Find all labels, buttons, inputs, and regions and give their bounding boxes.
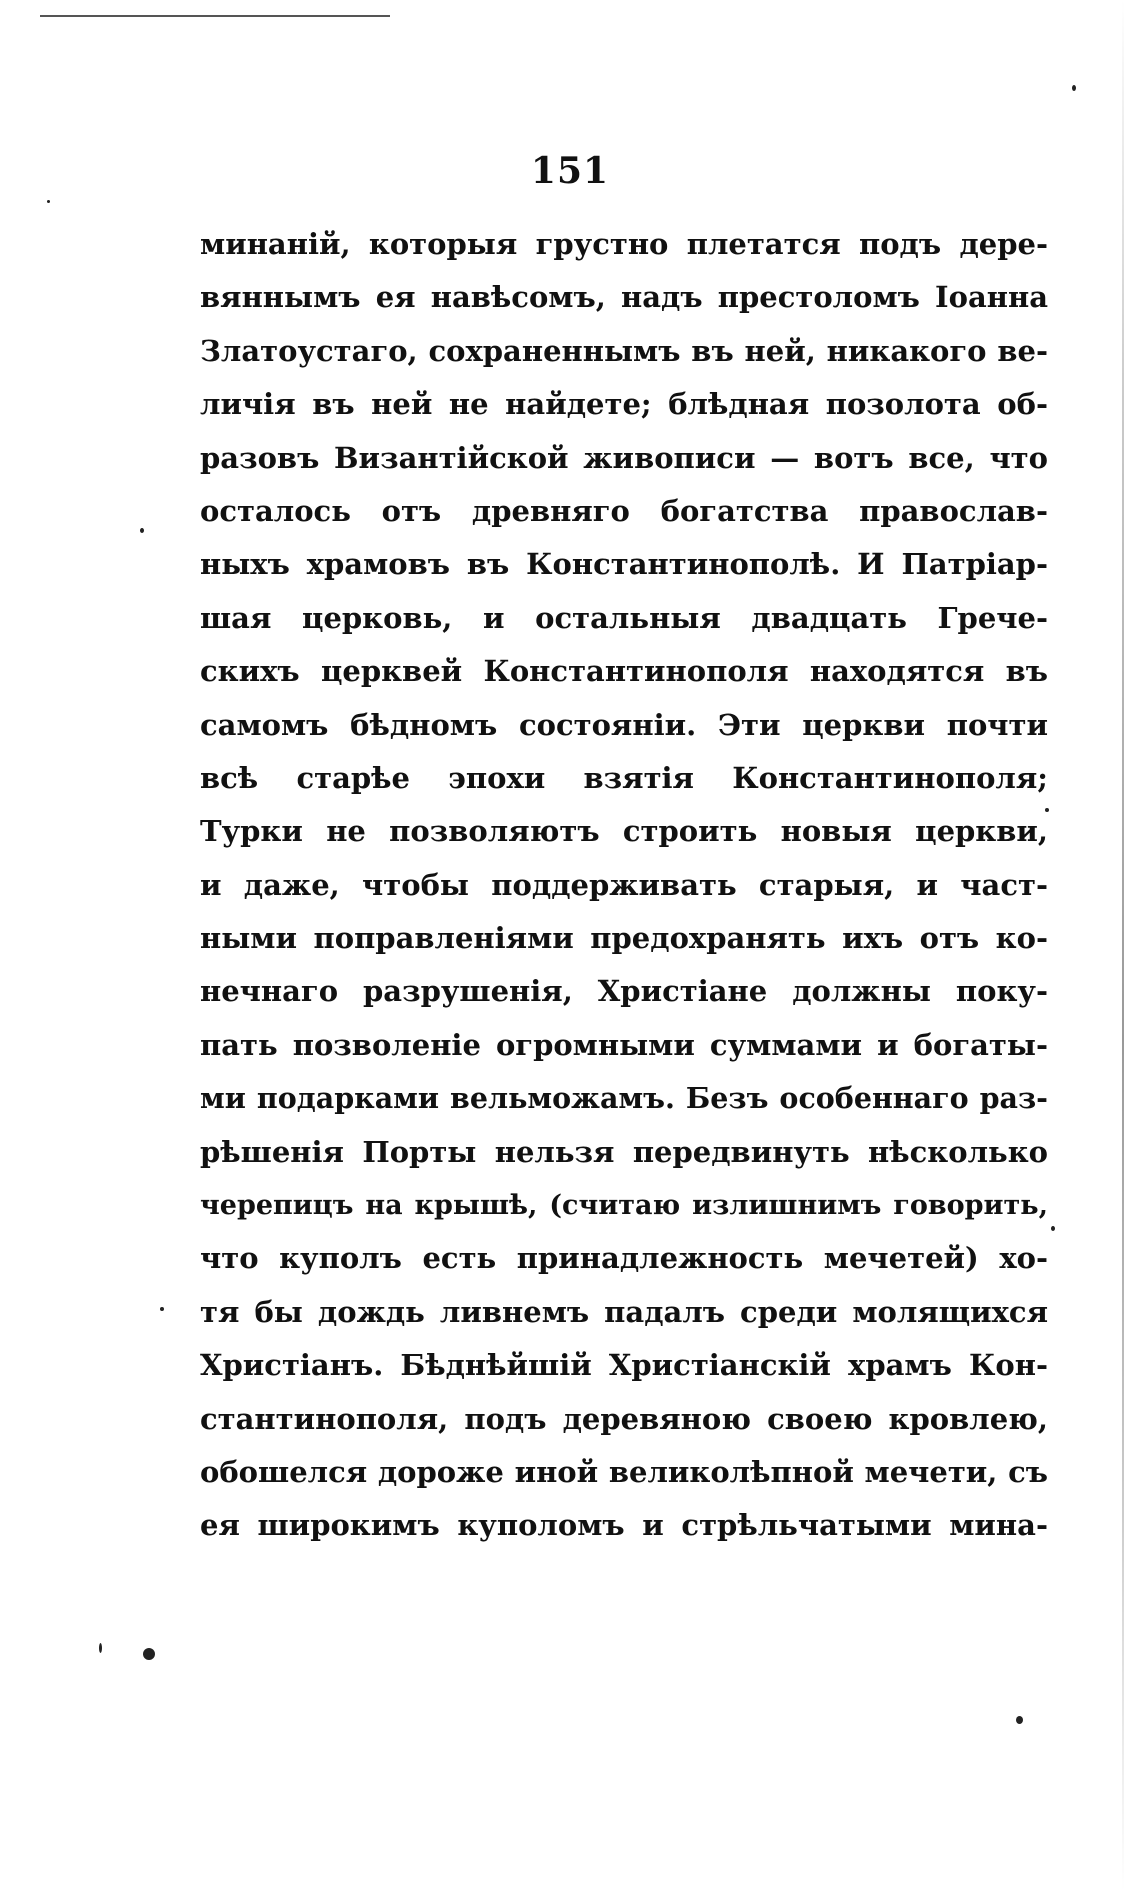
text-line: ми подарками вельможамъ. Безъ особеннаго раз-: [200, 1081, 1048, 1116]
page-gutter-edge: [1122, 0, 1124, 1891]
scan-speck: [1016, 1716, 1023, 1724]
text-line: пать позволеніе огромными суммами и богаты-: [200, 1027, 1048, 1062]
text-line: обошелся дороже иной великолѣпной мечети, съ: [200, 1454, 1048, 1489]
text-line: личія въ ней не найдете; блѣдная позолота об-: [200, 387, 1048, 422]
text-line: самомъ бѣдномъ состояніи. Эти церкви почти: [200, 707, 1048, 742]
text-line: ныхъ храмовъ въ Константинополѣ. И Патріар-: [200, 547, 1048, 582]
text-line: осталось отъ древняго богатства православ-: [200, 493, 1048, 528]
scan-speck: [99, 1643, 102, 1653]
top-edge-rule: [40, 15, 390, 17]
text-line: Турки не позволяютъ строить новыя церкви,: [200, 814, 1048, 849]
text-line: Златоустаго, сохраненнымъ въ ней, никакого ве-: [200, 333, 1048, 368]
text-line: минаній, которыя грустно плетатся подъ дере-: [200, 227, 1048, 261]
text-line: разовъ Византійской живописи — вотъ все, что: [200, 440, 1048, 475]
text-line: стантинополя, подъ деревяною своею кровлею,: [200, 1401, 1048, 1436]
text-line: Христіанъ. Бѣднѣйшій Христіанскій храмъ Кон-: [200, 1348, 1048, 1383]
text-line: скихъ церквей Константинополя находятся въ: [200, 654, 1048, 689]
text-line: ея широкимъ куполомъ и стрѣльчатыми мина-: [200, 1508, 1048, 1543]
scan-speck: [1072, 85, 1076, 91]
scan-speck: [140, 528, 144, 533]
scan-speck: [1045, 808, 1049, 812]
text-line: черепицъ на крышѣ, (считаю излишнимъ говорить,: [200, 1190, 1048, 1222]
scan-speck: [160, 1307, 164, 1311]
text-line: шая церковь, и остальныя двадцать Грече-: [200, 600, 1048, 635]
text-line: что куполъ есть принадлежность мечетей) хо-: [200, 1241, 1048, 1276]
text-line: ными поправленіями предохранять ихъ отъ ко-: [200, 921, 1048, 956]
text-line: тя бы дождь ливнемъ падалъ среди молящихся: [200, 1294, 1048, 1329]
text-line: нечнаго разрушенія, Христіане должны поку-: [200, 974, 1048, 1009]
text-line: вяннымъ ея навѣсомъ, надъ престоломъ Іоанна: [200, 280, 1048, 315]
text-line: всѣ старѣе эпохи взятія Константинополя;: [200, 760, 1048, 795]
scan-speck: [47, 200, 50, 203]
text-line: и даже, чтобы поддерживать старыя, и част-: [200, 867, 1048, 902]
page-number: 151: [530, 150, 610, 192]
text-line: рѣшенія Порты нельзя передвинуть нѣсколько: [200, 1134, 1048, 1169]
body-text: [200, 218, 1048, 1553]
scan-speck: [1051, 1226, 1055, 1231]
scan-speck: [143, 1648, 155, 1660]
